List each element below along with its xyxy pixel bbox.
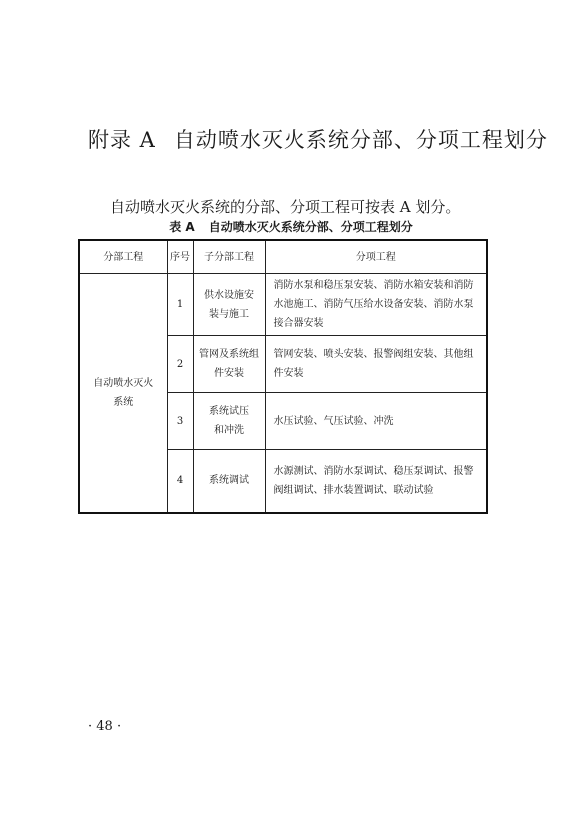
table-caption — [0, 218, 582, 235]
intro-paragraph: 自动喷水灭火系统的分部、分项工程可按表 A 划分。 — [110, 198, 461, 216]
table-caption-title: 自动喷水灭火系统分部、分项工程划分 — [208, 220, 413, 234]
division-table — [78, 239, 488, 514]
subdivision-cell — [193, 336, 265, 393]
header-items: 分项工程 — [265, 240, 487, 274]
appendix-label: 附录 A — [88, 128, 156, 152]
appendix-title: 自动喷水灭火系统分部、分项工程划分 — [173, 128, 548, 152]
table-caption-label: 表 A — [169, 220, 195, 234]
row-number: 2 — [167, 336, 193, 393]
row-number: 1 — [167, 274, 193, 336]
subdivision-name: 供水设施安装与施工 — [204, 289, 254, 320]
subdivision-name: 系统试压和冲洗 — [209, 406, 249, 436]
subdivision-name: 系统调试 — [209, 475, 249, 487]
appendix-heading — [88, 124, 548, 154]
items-cell: 水源测试、消防水泵调试、稳压泵调试、报警阀组调试、排水装置调试、联动试验 — [265, 450, 487, 513]
division-name: 自动喷水灭火系统 — [93, 377, 154, 408]
header-number: 序号 — [167, 240, 193, 274]
items-cell: 管网安装、喷头安装、报警阀组安装、其他组件安装 — [265, 336, 487, 393]
subdivision-cell — [193, 450, 265, 513]
items-cell: 水压试验、气压试验、冲洗 — [265, 393, 487, 450]
header-division: 分部工程 — [79, 240, 167, 274]
header-subdivision: 子分部工程 — [193, 240, 265, 274]
items-cell: 消防水泵和稳压泵安装、消防水箱安装和消防水池施工、消防气压给水设备安装、消防水泵接合器安装 — [265, 274, 487, 336]
page-number: · 48 · — [88, 719, 122, 734]
subdivision-cell — [193, 393, 265, 450]
subdivision-cell — [193, 274, 265, 336]
subdivision-name: 管网及系统组件安装 — [199, 349, 259, 379]
table-header-row — [79, 240, 487, 274]
table-row — [79, 274, 487, 336]
row-number: 4 — [167, 450, 193, 513]
division-cell — [79, 274, 167, 513]
row-number: 3 — [167, 393, 193, 450]
